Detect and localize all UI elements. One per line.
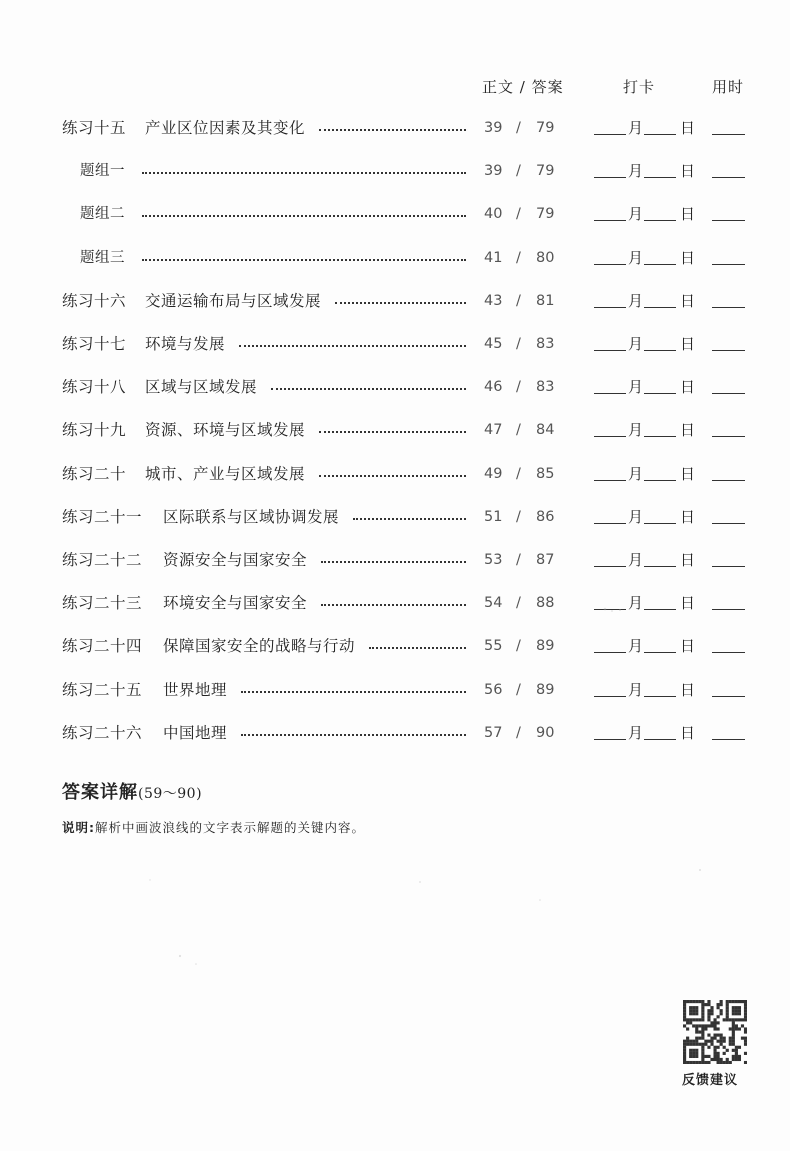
exercise-number: 题组三 (80, 249, 125, 266)
note-label: 说明: (62, 820, 95, 835)
month-blank[interactable] (594, 566, 626, 567)
checkin-date (594, 418, 704, 442)
dot-leader (319, 129, 466, 131)
day-label: 日 (680, 205, 696, 224)
body-page-number: 54 (484, 595, 503, 612)
answer-page-number: 89 (536, 681, 555, 698)
month-blank[interactable] (594, 264, 626, 265)
exercise-number: 练习二十六 (62, 723, 143, 742)
dot-leader (241, 691, 466, 693)
day-blank[interactable] (644, 177, 676, 178)
exercise-number: 练习二十五 (62, 680, 143, 699)
day-blank[interactable] (644, 436, 676, 437)
checkin-column-header: 打卡 (623, 78, 656, 96)
month-blank[interactable] (594, 134, 626, 135)
exercise-number: 练习十五 (62, 119, 127, 137)
page-separator: / (516, 249, 521, 266)
toc-row (0, 332, 790, 356)
toc-row (0, 246, 790, 270)
day-blank[interactable] (644, 134, 676, 135)
exercise-number: 练习十九 (62, 421, 127, 440)
exercise-number: 练习十七 (62, 335, 127, 353)
toc-row (0, 505, 790, 529)
feedback-label: 反馈建议 (682, 1073, 739, 1088)
dot-leader (319, 475, 466, 477)
answers-title: 答案详解 (62, 782, 138, 803)
answer-page-number: 89 (536, 638, 555, 655)
time-blank[interactable] (712, 566, 745, 567)
exercise-number: 题组二 (80, 206, 125, 223)
exercise-title: 环境与发展 (145, 335, 226, 353)
answer-page-number: 83 (536, 379, 555, 396)
day-label: 日 (680, 637, 696, 656)
exercise-title: 区际联系与区域协调发展 (163, 507, 340, 526)
checkin-date (594, 159, 704, 183)
exercise-title: 世界地理 (163, 680, 228, 699)
exercise-title: 城市、产业与区域发展 (145, 464, 306, 483)
checkin-date (594, 332, 704, 356)
body-page-number: 53 (484, 552, 503, 568)
pages-column-header: 正文 / 答案 (482, 78, 564, 96)
month-label: 月 (628, 464, 644, 483)
day-blank[interactable] (644, 220, 676, 221)
time-blank[interactable] (712, 523, 745, 524)
qr-code-icon[interactable] (683, 1000, 747, 1064)
toc-row (0, 418, 790, 442)
toc-row (0, 634, 790, 658)
dot-leader (142, 215, 466, 217)
time-blank[interactable] (712, 350, 745, 351)
page-separator: / (516, 465, 521, 482)
day-label: 日 (680, 291, 696, 310)
month-blank[interactable] (594, 609, 626, 610)
body-page-number: 41 (484, 249, 503, 266)
checkin-date (594, 634, 704, 658)
body-page-number: 47 (484, 422, 503, 439)
month-label: 月 (628, 162, 644, 181)
month-label: 月 (628, 637, 644, 656)
month-label: 月 (628, 507, 644, 526)
exercise-number: 练习十八 (62, 378, 127, 397)
day-blank[interactable] (644, 523, 676, 524)
toc-row (0, 116, 790, 140)
month-blank[interactable] (594, 220, 626, 221)
checkin-date (594, 462, 704, 486)
day-blank[interactable] (644, 652, 676, 653)
month-label: 月 (628, 378, 644, 397)
day-blank[interactable] (644, 480, 676, 481)
body-page-number: 51 (484, 508, 503, 525)
time-blank[interactable] (712, 739, 745, 740)
body-page-number: 57 (484, 724, 503, 741)
page-separator: / (516, 379, 521, 396)
checkin-date (594, 721, 704, 745)
page-separator: / (516, 163, 521, 180)
dot-leader (241, 734, 466, 736)
month-label: 月 (628, 421, 644, 440)
answer-page-number: 88 (536, 595, 555, 612)
exercise-number: 练习二十四 (62, 637, 143, 656)
answer-page-number: 83 (536, 336, 555, 352)
answer-page-number: 79 (536, 206, 555, 223)
time-blank[interactable] (712, 393, 745, 394)
month-blank[interactable] (594, 307, 626, 308)
exercise-number: 题组一 (80, 163, 125, 180)
month-blank[interactable] (594, 739, 626, 740)
exercise-title: 中国地理 (163, 723, 228, 742)
body-page-number: 46 (484, 379, 503, 396)
exercise-title: 交通运输布局与区域发展 (145, 291, 322, 310)
answer-page-number: 90 (536, 724, 555, 741)
day-label: 日 (680, 335, 696, 353)
exercise-title: 产业区位因素及其变化 (145, 119, 306, 137)
month-label: 月 (628, 551, 644, 569)
answer-page-number: 79 (536, 120, 555, 136)
checkin-date (594, 289, 704, 313)
dot-leader (353, 518, 466, 520)
day-label: 日 (680, 551, 696, 569)
checkin-date (594, 505, 704, 529)
page-separator: / (516, 681, 521, 698)
month-blank[interactable] (594, 652, 626, 653)
toc-row (0, 159, 790, 183)
month-label: 月 (628, 594, 644, 613)
dot-leader (369, 647, 466, 649)
month-blank[interactable] (594, 350, 626, 351)
body-page-number: 45 (484, 336, 503, 352)
day-label: 日 (680, 680, 696, 699)
checkin-date (594, 678, 704, 702)
toc-row (0, 591, 790, 615)
day-blank[interactable] (644, 393, 676, 394)
time-blank[interactable] (712, 220, 745, 221)
exercise-title: 区域与区域发展 (145, 378, 258, 397)
toc-row (0, 721, 790, 745)
month-blank[interactable] (594, 523, 626, 524)
page-separator: / (516, 508, 521, 525)
body-page-number: 43 (484, 292, 503, 309)
dot-leader (142, 259, 466, 261)
day-blank[interactable] (644, 739, 676, 740)
day-label: 日 (680, 119, 696, 137)
time-blank[interactable] (712, 696, 745, 697)
dot-leader (319, 431, 466, 433)
page-separator: / (516, 206, 521, 223)
body-page-number: 55 (484, 638, 503, 655)
answer-page-number: 86 (536, 508, 555, 525)
dot-leader (321, 604, 466, 606)
day-label: 日 (680, 248, 696, 267)
dot-leader (335, 302, 466, 304)
dot-leader (321, 561, 466, 563)
toc-row (0, 375, 790, 399)
body-page-number: 40 (484, 206, 503, 223)
day-blank[interactable] (644, 264, 676, 265)
time-blank[interactable] (712, 177, 745, 178)
toc-row (0, 289, 790, 313)
exercise-number: 练习二十三 (62, 594, 143, 613)
checkin-date (594, 246, 704, 270)
month-blank[interactable] (594, 480, 626, 481)
toc-row (0, 548, 790, 572)
exercise-number: 练习二十 (62, 464, 127, 483)
day-blank[interactable] (644, 609, 676, 610)
day-blank[interactable] (644, 696, 676, 697)
time-blank[interactable] (712, 307, 745, 308)
exercise-title: 资源安全与国家安全 (163, 551, 308, 569)
dot-leader (271, 388, 466, 390)
time-blank[interactable] (712, 480, 745, 481)
month-blank[interactable] (594, 436, 626, 437)
checkin-date (594, 548, 704, 572)
answer-page-number: 84 (536, 422, 555, 439)
day-label: 日 (680, 421, 696, 440)
answer-page-number: 87 (536, 552, 555, 568)
page-separator: / (516, 595, 521, 612)
exercise-title: 环境安全与国家安全 (163, 594, 308, 613)
day-label: 日 (680, 464, 696, 483)
checkin-date (594, 116, 704, 140)
checkin-date (594, 591, 704, 615)
page-separator: / (516, 552, 521, 568)
answer-page-number: 85 (536, 465, 555, 482)
page-separator: / (516, 638, 521, 655)
answer-page-number: 80 (536, 249, 555, 266)
body-page-number: 49 (484, 465, 503, 482)
note-text: 解析中画波浪线的文字表示解题的关键内容。 (95, 820, 366, 835)
checkin-date (594, 375, 704, 399)
dot-leader (142, 172, 466, 174)
time-blank[interactable] (712, 134, 745, 135)
month-label: 月 (628, 723, 644, 742)
month-label: 月 (628, 248, 644, 267)
body-page-number: 39 (484, 163, 503, 180)
page-separator: / (516, 336, 521, 352)
exercise-title: 保障国家安全的战略与行动 (163, 637, 356, 656)
day-blank[interactable] (644, 350, 676, 351)
body-page-number: 56 (484, 681, 503, 698)
month-label: 月 (628, 119, 644, 137)
time-blank[interactable] (712, 609, 745, 610)
answers-page-range: (59～90) (138, 786, 203, 802)
time-blank[interactable] (712, 264, 745, 265)
answer-page-number: 79 (536, 163, 555, 180)
exercise-number: 练习十六 (62, 291, 127, 310)
day-label: 日 (680, 378, 696, 397)
month-blank[interactable] (594, 393, 626, 394)
time-blank[interactable] (712, 436, 745, 437)
answers-section-heading (62, 778, 202, 804)
note (62, 818, 365, 836)
day-label: 日 (680, 162, 696, 181)
month-label: 月 (628, 680, 644, 699)
time-column-header: 用时 (712, 78, 745, 96)
checkin-date (594, 202, 704, 226)
day-blank[interactable] (644, 566, 676, 567)
exercise-title: 资源、环境与区域发展 (145, 421, 306, 440)
page-separator: / (516, 422, 521, 439)
toc-row (0, 202, 790, 226)
month-blank[interactable] (594, 177, 626, 178)
time-blank[interactable] (712, 652, 745, 653)
exercise-number: 练习二十二 (62, 551, 143, 569)
page-separator: / (516, 120, 521, 136)
exercise-number: 练习二十一 (62, 507, 143, 526)
body-page-number: 39 (484, 120, 503, 136)
toc-row (0, 678, 790, 702)
toc-row (0, 462, 790, 486)
day-label: 日 (680, 723, 696, 742)
day-blank[interactable] (644, 307, 676, 308)
month-label: 月 (628, 291, 644, 310)
month-label: 月 (628, 335, 644, 353)
day-label: 日 (680, 507, 696, 526)
day-label: 日 (680, 594, 696, 613)
month-label: 月 (628, 205, 644, 224)
month-blank[interactable] (594, 696, 626, 697)
answer-page-number: 81 (536, 292, 555, 309)
page-separator: / (516, 724, 521, 741)
dot-leader (239, 345, 466, 347)
page-separator: / (516, 292, 521, 309)
